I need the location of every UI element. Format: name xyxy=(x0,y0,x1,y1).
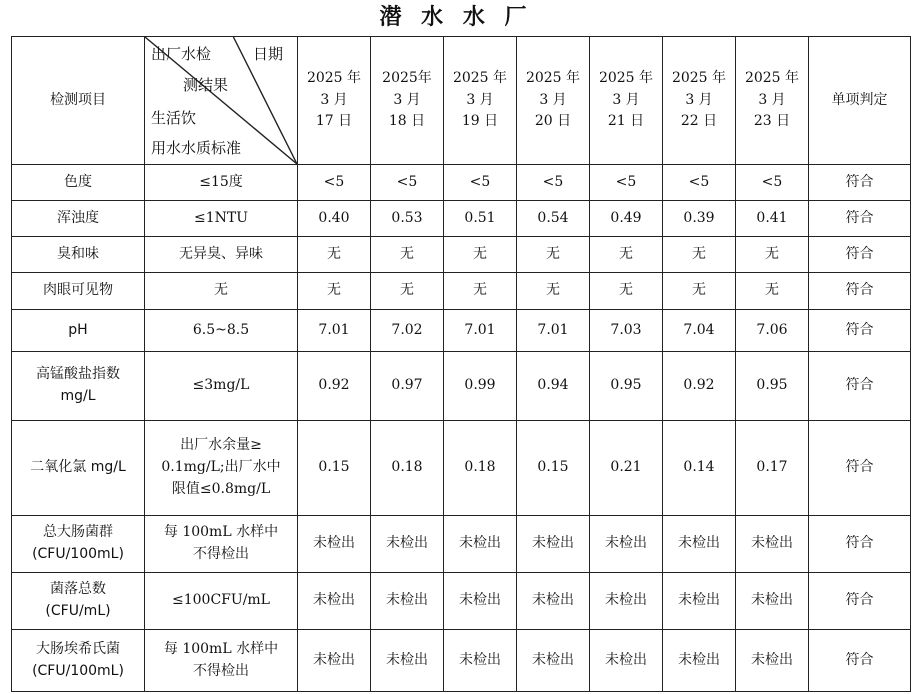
result-value-cell: 0.17 xyxy=(736,421,809,516)
item-name-cell xyxy=(12,237,145,273)
item-name-cell xyxy=(12,516,145,573)
result-value-cell: 无 xyxy=(663,237,736,273)
result-value-cell: 7.01 xyxy=(517,310,590,352)
verdict-cell: 符合 xyxy=(809,273,911,310)
cell-text-line: 每 100mL 水样中 xyxy=(163,640,279,657)
standard-cell xyxy=(145,201,298,237)
table-row xyxy=(12,201,911,237)
cell-text-line: 无异臭、异味 xyxy=(179,245,263,262)
cell-text-line: mg/L xyxy=(60,388,96,404)
verdict-cell: 符合 xyxy=(809,421,911,516)
table-row xyxy=(12,421,911,516)
diag-middle-label: 测结果 xyxy=(183,76,229,94)
result-value-cell: 无 xyxy=(371,237,444,273)
cell-text-line: 肉眼可见物 xyxy=(43,282,113,299)
table-row xyxy=(12,273,911,310)
result-value-cell: 0.21 xyxy=(590,421,663,516)
cell-text-line: 总大肠菌群 xyxy=(43,524,113,541)
result-value-cell: 0.49 xyxy=(590,201,663,237)
result-value-cell: 未检出 xyxy=(736,573,809,630)
result-value-cell: 无 xyxy=(663,273,736,310)
result-value-cell: 0.15 xyxy=(517,421,590,516)
result-value-cell: 未检出 xyxy=(371,630,444,692)
result-value-cell: 0.18 xyxy=(444,421,517,516)
verdict-cell: 符合 xyxy=(809,573,911,630)
result-value-cell: 7.01 xyxy=(444,310,517,352)
result-value-cell: 无 xyxy=(298,273,371,310)
cell-text-line: 色度 xyxy=(64,173,92,190)
cell-text-line: 限值≤0.8mg/L xyxy=(171,480,271,497)
cell-text-line: 高锰酸盐指数 xyxy=(36,366,120,383)
header-verdict-cell: 单项判定 xyxy=(809,37,911,165)
result-value-cell: 未检出 xyxy=(298,630,371,692)
date-header-cell: 2025 年 3 月 22 日 xyxy=(663,37,736,165)
diag-top-left-label: 出厂水检 xyxy=(151,45,212,63)
result-value-cell: 0.14 xyxy=(663,421,736,516)
verdict-cell: 符合 xyxy=(809,237,911,273)
item-name-cell xyxy=(12,165,145,201)
result-value-cell: 0.92 xyxy=(663,352,736,421)
result-value-cell: 0.95 xyxy=(590,352,663,421)
result-value-cell: 无 xyxy=(517,273,590,310)
result-value-cell: 0.92 xyxy=(298,352,371,421)
result-value-cell: 未检出 xyxy=(663,573,736,630)
result-value-cell: 无 xyxy=(444,237,517,273)
result-value-cell: 未检出 xyxy=(298,516,371,573)
cell-text-line: 不得检出 xyxy=(193,546,249,562)
header-item-cell: 检测项目 xyxy=(12,37,145,165)
verdict-cell: 符合 xyxy=(809,310,911,352)
result-value-cell: 未检出 xyxy=(517,516,590,573)
table-body xyxy=(12,37,911,692)
item-name-cell xyxy=(12,421,145,516)
result-value-cell: 无 xyxy=(371,273,444,310)
cell-text-line: 浑浊度 xyxy=(57,209,99,226)
standard-cell xyxy=(145,516,298,573)
date-header-cell: 2025 年 3 月 20 日 xyxy=(517,37,590,165)
cell-text-line: 不得检出 xyxy=(193,662,249,679)
cell-text-line: 无 xyxy=(214,282,228,299)
table-row xyxy=(12,516,911,573)
result-value-cell: 0.97 xyxy=(371,352,444,421)
cell-text-line: (CFU/100mL) xyxy=(32,546,124,562)
standard-cell xyxy=(145,630,298,692)
result-value-cell: 无 xyxy=(517,237,590,273)
cell-text-line: pH xyxy=(68,321,88,338)
result-value-cell: 未检出 xyxy=(444,630,517,692)
cell-text-line: 每 100mL 水样中 xyxy=(163,524,279,541)
header-row xyxy=(12,37,911,165)
result-value-cell: 无 xyxy=(736,237,809,273)
cell-text-line: 二氧化氯 mg/L xyxy=(30,459,126,476)
result-value-cell: 7.04 xyxy=(663,310,736,352)
result-value-cell: 7.01 xyxy=(298,310,371,352)
result-value-cell: 未检出 xyxy=(444,516,517,573)
result-value-cell: 0.41 xyxy=(736,201,809,237)
standard-cell xyxy=(145,352,298,421)
result-value-cell: <5 xyxy=(736,165,809,201)
date-header-cell: 2025 年 3 月 21 日 xyxy=(590,37,663,165)
cell-text-line: ≤15度 xyxy=(199,173,243,190)
water-quality-table xyxy=(11,36,911,692)
result-value-cell: 未检出 xyxy=(590,573,663,630)
cell-text-line: 6.5~8.5 xyxy=(192,321,250,338)
standard-cell xyxy=(145,237,298,273)
result-value-cell: 未检出 xyxy=(444,573,517,630)
page-title: 潜 水 水 厂 xyxy=(379,5,533,30)
result-value-cell: 无 xyxy=(590,273,663,310)
cell-text-line: 0.1mg/L;出厂水中 xyxy=(161,459,281,476)
cell-text-line: 菌落总数 xyxy=(50,581,106,598)
table-row xyxy=(12,630,911,692)
result-value-cell: <5 xyxy=(298,165,371,201)
result-value-cell: 未检出 xyxy=(590,630,663,692)
table-row xyxy=(12,310,911,352)
result-value-cell: 0.54 xyxy=(517,201,590,237)
table-row xyxy=(12,573,911,630)
date-header-cell: 2025年 3 月 18 日 xyxy=(371,37,444,165)
result-value-cell: 0.51 xyxy=(444,201,517,237)
result-value-cell: 未检出 xyxy=(371,516,444,573)
result-value-cell: 7.02 xyxy=(371,310,444,352)
cell-text-line: ≤100CFU/mL xyxy=(172,592,270,609)
result-value-cell: 未检出 xyxy=(371,573,444,630)
item-name-cell xyxy=(12,310,145,352)
item-name-cell xyxy=(12,273,145,310)
standard-cell xyxy=(145,310,298,352)
item-name-cell xyxy=(12,630,145,692)
cell-text-line: ≤3mg/L xyxy=(192,377,250,394)
result-value-cell: 未检出 xyxy=(517,630,590,692)
verdict-cell: 符合 xyxy=(809,630,911,692)
result-value-cell: 0.94 xyxy=(517,352,590,421)
date-header-cell: 2025 年 3 月 19 日 xyxy=(444,37,517,165)
diag-top-right-label: 日期 xyxy=(253,45,284,63)
result-value-cell: 0.95 xyxy=(736,352,809,421)
result-value-cell: 7.06 xyxy=(736,310,809,352)
table-row xyxy=(12,352,911,421)
result-value-cell: 未检出 xyxy=(663,516,736,573)
result-value-cell: <5 xyxy=(517,165,590,201)
table-row xyxy=(12,165,911,201)
result-value-cell: 0.39 xyxy=(663,201,736,237)
result-value-cell: 无 xyxy=(298,237,371,273)
cell-text-line: 臭和味 xyxy=(57,245,99,262)
verdict-cell: 符合 xyxy=(809,516,911,573)
result-value-cell: 无 xyxy=(444,273,517,310)
result-value-cell: 0.53 xyxy=(371,201,444,237)
result-value-cell: <5 xyxy=(444,165,517,201)
result-value-cell: 无 xyxy=(736,273,809,310)
result-value-cell: 0.18 xyxy=(371,421,444,516)
result-value-cell: 0.99 xyxy=(444,352,517,421)
cell-text-line: (CFU/100mL) xyxy=(32,662,124,679)
verdict-cell: 符合 xyxy=(809,201,911,237)
result-value-cell: 7.03 xyxy=(590,310,663,352)
standard-cell xyxy=(145,573,298,630)
result-value-cell: 未检出 xyxy=(663,630,736,692)
verdict-cell: 符合 xyxy=(809,352,911,421)
result-value-cell: <5 xyxy=(663,165,736,201)
standard-cell xyxy=(145,421,298,516)
verdict-cell: 符合 xyxy=(809,165,911,201)
cell-text-line: (CFU/mL) xyxy=(45,603,111,619)
result-value-cell: 未检出 xyxy=(590,516,663,573)
diag-bottom-label-2: 用水水质标准 xyxy=(151,139,242,157)
item-name-cell xyxy=(12,201,145,237)
item-name-cell xyxy=(12,573,145,630)
standard-cell xyxy=(145,165,298,201)
date-header-cell: 2025 年 3 月 17 日 xyxy=(298,37,371,165)
table-row xyxy=(12,237,911,273)
cell-text-line: 出厂水余量≥ xyxy=(180,437,262,454)
result-value-cell: 未检出 xyxy=(736,516,809,573)
result-value-cell: <5 xyxy=(371,165,444,201)
standard-cell xyxy=(145,273,298,310)
result-value-cell: <5 xyxy=(590,165,663,201)
diag-bottom-label-1: 生活饮 xyxy=(151,109,197,127)
diagonal-header-cell xyxy=(145,37,298,165)
date-header-cell: 2025 年 3 月 23 日 xyxy=(736,37,809,165)
cell-text-line: ≤1NTU xyxy=(193,209,249,226)
result-value-cell: 未检出 xyxy=(517,573,590,630)
result-value-cell: 未检出 xyxy=(298,573,371,630)
result-value-cell: 0.15 xyxy=(298,421,371,516)
result-value-cell: 未检出 xyxy=(736,630,809,692)
result-value-cell: 无 xyxy=(590,237,663,273)
cell-text-line: 大肠埃希氏菌 xyxy=(36,640,120,657)
item-name-cell xyxy=(12,352,145,421)
result-value-cell: 0.40 xyxy=(298,201,371,237)
